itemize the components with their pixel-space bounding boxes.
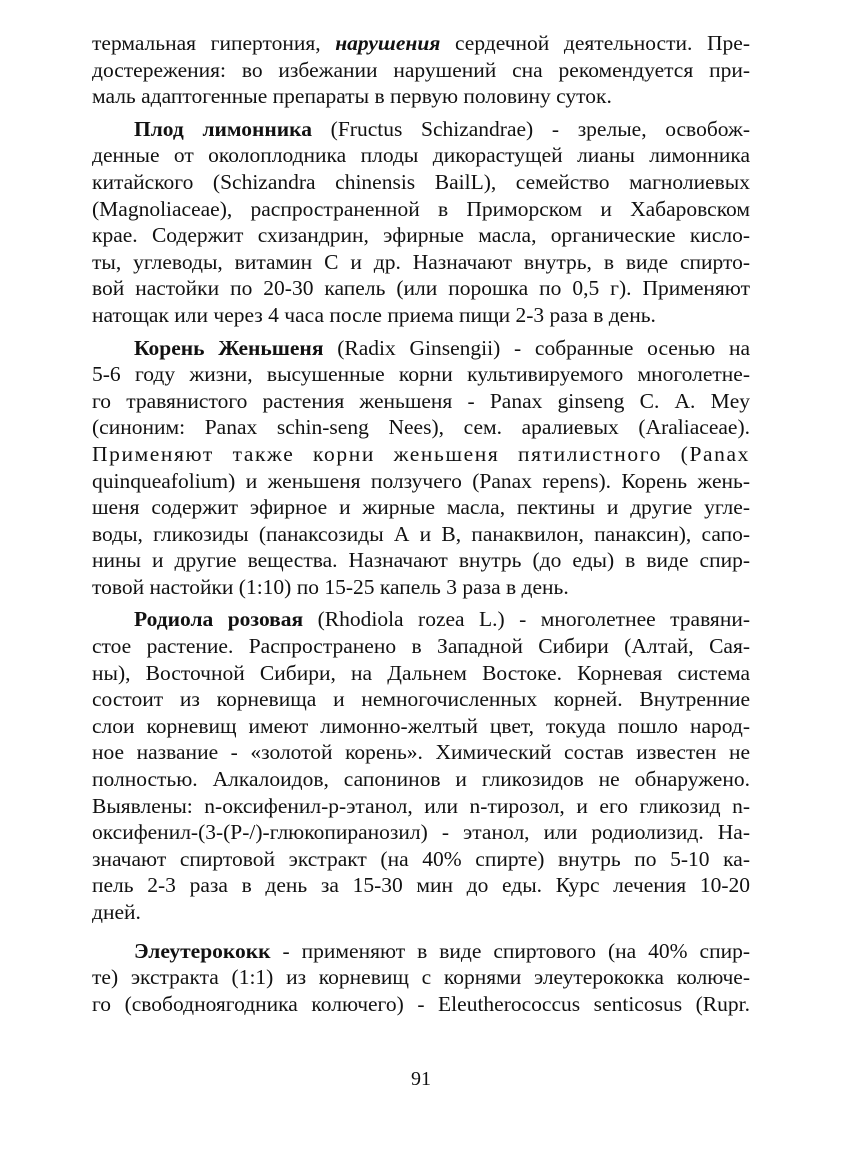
text-line: нины и другие вещества. Назначают внутрь (до еды) в виде спир-	[92, 548, 750, 573]
text-line: вой настойки по 20-30 капель (или порошка по 0,5 г). Применяют	[92, 276, 750, 301]
page-number: 91	[411, 1068, 431, 1090]
term-heading: Корень Женьшеня	[134, 335, 324, 360]
text-line	[92, 335, 750, 362]
text-line: quinqueafolium) и женьшеня ползучего (Panax repens). Корень жень-	[92, 468, 750, 493]
text-line: оксифенил-(3-(Р-/)-глюкопиранозил) - этанол, или родиолизид. На-	[92, 820, 750, 845]
text-line: стое растение. Распространено в Западной Сибири (Алтай, Сая-	[92, 634, 750, 659]
text-line: китайского (Schizandra chinensis BailL), семейство магнолиевых	[92, 169, 750, 194]
text-line	[92, 606, 750, 633]
paragraph-rhodiola	[92, 606, 750, 925]
text-line: товой настойки (1:10) по 15-25 капель 3 раза в день.	[92, 574, 569, 599]
text-line	[92, 938, 750, 965]
paragraph-intro	[92, 30, 750, 110]
text-fragment: (Fructus Schizandrae) - зрелые, освобож-	[312, 116, 750, 141]
term-heading: Элеутерококк	[134, 938, 271, 963]
text-line: ное название - «золотой корень». Химический состав известен не	[92, 740, 750, 765]
text-line: Выявлены: n-оксифенил-р-этанол, или n-тирозол, и его гликозид n-	[92, 793, 750, 818]
text-line: слои корневищ имеют лимонно-желтый цвет, токуда пошло народ-	[92, 713, 750, 738]
text-fragment: (Rhodiola rozea L.) - многолетнее травяни-	[303, 607, 750, 632]
text-line: 5-6 году жизни, высушенные корни культивируемого многолетне-	[92, 362, 750, 387]
paragraph-schizandra	[92, 116, 750, 329]
text-line: го травянистого растения женьшеня - Panax ginseng С. А. Mey	[92, 388, 750, 413]
text-line: маль адаптогенные препараты в первую половину суток.	[92, 84, 612, 109]
text-line: ны), Восточной Сибири, на Дальнем Востоке. Корневая система	[92, 660, 750, 685]
text-line: денные от околоплодника плоды дикорастущей лианы лимонника	[92, 143, 750, 168]
text-line: (синоним: Panax schin-seng Nees), сем. аралиевых (Araliaceae).	[92, 415, 750, 440]
text-line: (Magnoliaceae), распространенной в Приморском и Хабаровском	[92, 196, 750, 221]
text-line: те) экстракта (1:1) из корневищ с корнями элеутерококка колюче-	[92, 965, 750, 990]
text-fragment: сердечной деятельности. Пре-	[440, 31, 750, 55]
text-line: Применяют также корни женьшеня пятилистного (Panax	[92, 441, 750, 466]
text-line: состоит из корневища и немногочисленных корней. Внутренние	[92, 687, 750, 712]
text-line: воды, гликозиды (панаксозиды А и В, панаквилон, панаксин), сапо-	[92, 521, 750, 546]
text-line: достережения: во избежании нарушений сна рекомендуется при-	[92, 57, 750, 82]
document-page	[92, 30, 750, 1130]
text-fragment: термальная гипертония,	[92, 31, 336, 55]
paragraph-ginseng	[92, 335, 750, 601]
term-heading: Плод лимонника	[134, 116, 312, 141]
text-line	[92, 116, 750, 143]
text-line: полностью. Алкалоидов, сапонинов и гликозидов не обнаружено.	[92, 767, 750, 792]
text-line: дней.	[92, 900, 141, 924]
text-fragment: (Radix Ginsengii) - собранные осенью на	[323, 335, 750, 360]
text-fragment: - применяют в виде спиртового (на 40% спир-	[270, 938, 750, 963]
text-line: крае. Содержит схизандрин, эфирные масла, органические кисло-	[92, 223, 750, 248]
text-line: го (свободноягодника колючего) - Eleutherococcus senticosus (Rupr.	[92, 991, 750, 1016]
text-line: значают спиртовой экстракт (на 40% спирте) внутрь по 5-10 ка-	[92, 846, 750, 871]
text-line: пель 2-3 раза в день за 15-30 мин до еды. Курс лечения 10-20	[92, 873, 750, 898]
emphasis-text: нарушения	[335, 31, 441, 55]
term-heading: Родиола розовая	[134, 607, 304, 632]
text-line: шеня содержит эфирное и жирные масла, пектины и другие угле-	[92, 495, 750, 520]
text-line: ты, углеводы, витамин С и др. Назначают внутрь, в виде спирто-	[92, 249, 750, 274]
text-line	[92, 30, 750, 57]
paragraph-eleutherococcus	[92, 938, 750, 1018]
text-line: натощак или через 4 часа после приема пищи 2-3 раза в день.	[92, 302, 656, 327]
